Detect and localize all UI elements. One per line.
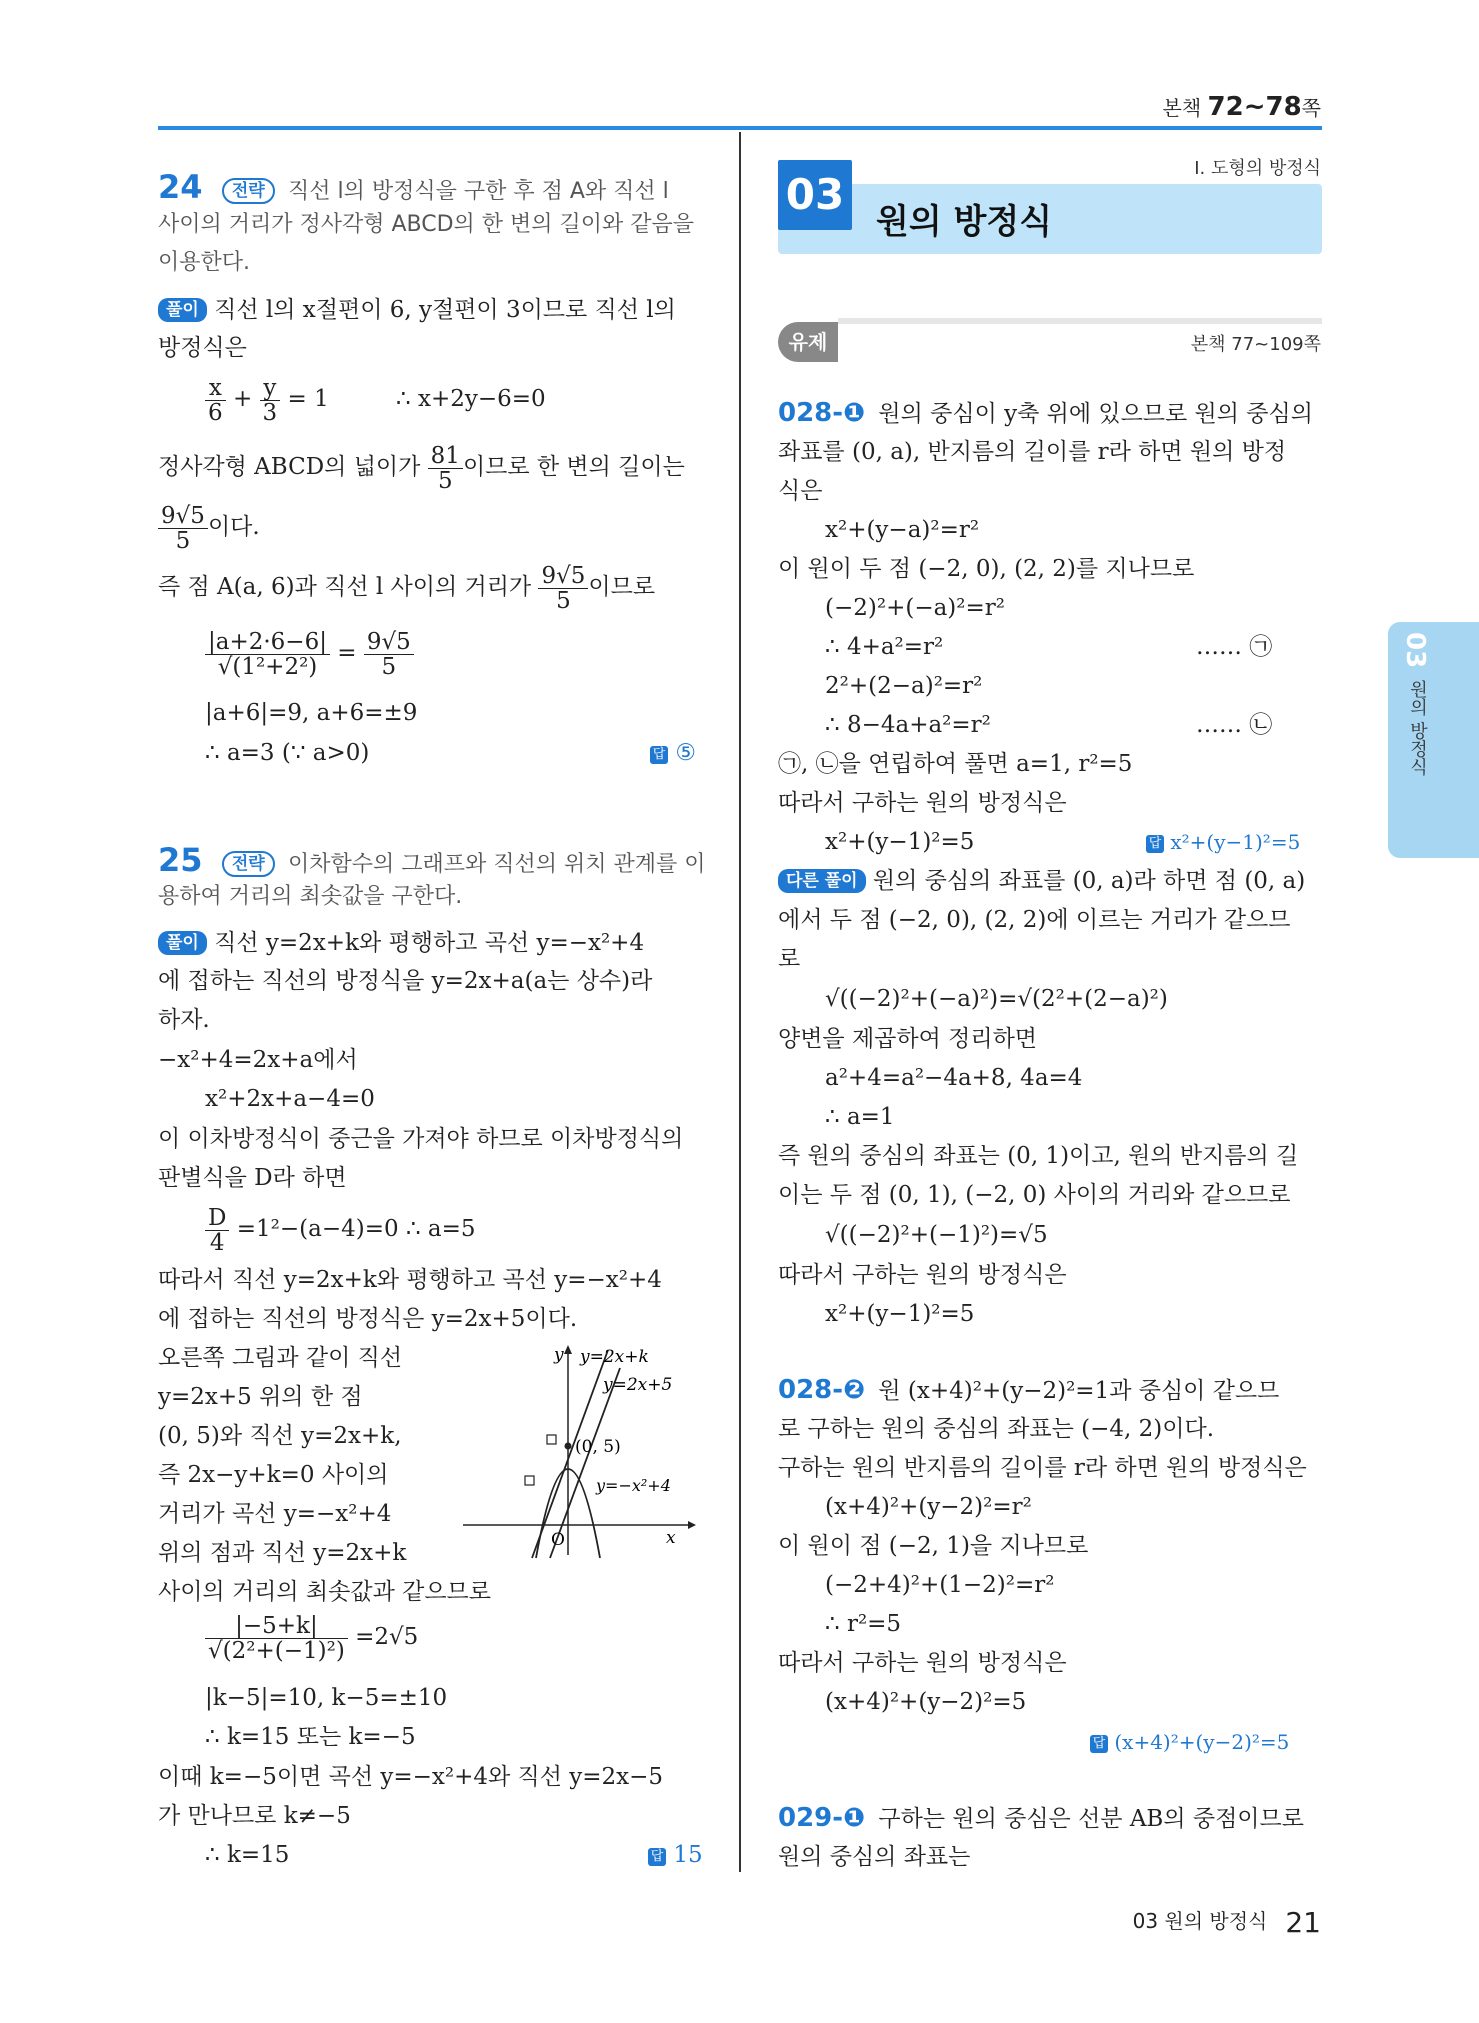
fraction	[364, 630, 414, 679]
q25-strategy-line: 용하여 거리의 최솟값을 구한다.	[158, 884, 463, 909]
frac-den: 4	[209, 1229, 225, 1256]
eq-rhs: = 1	[287, 386, 329, 412]
q25-sol-line: 오른쪽 그림과 같이 직선	[158, 1345, 403, 1371]
p0281-line: x²+(y−1)²=5	[825, 829, 975, 855]
q25-sol-text: =1²−(a−4)=0 ∴ a=5	[229, 1216, 476, 1242]
alt-line: 양변을 제곱하여 정리하면	[778, 1026, 1038, 1052]
answer-icon: 답	[650, 746, 668, 764]
alt-line: 따라서 구하는 원의 방정식은	[778, 1262, 1067, 1288]
frac-num: 9√5	[158, 504, 208, 529]
p0281-line: 식은	[778, 478, 823, 504]
q25-sol-line: y=2x+5 위의 한 점	[158, 1384, 363, 1410]
q24-answer	[650, 738, 696, 768]
y-axis-arrow	[564, 1345, 572, 1354]
p0291-line: 원의 중심의 좌표는	[778, 1844, 971, 1870]
p0282-answer	[1090, 1727, 1289, 1757]
alt-line: √((−2)²+(−1)²)=√5	[825, 1222, 1048, 1248]
fraction	[538, 564, 588, 613]
p0282-line: 따라서 구하는 원의 방정식은	[778, 1650, 1067, 1676]
alt-solution-tag: 다른 풀이	[778, 869, 866, 893]
q25-sol-line: 에 접하는 직선의 방정식은 y=2x+5이다.	[158, 1306, 578, 1332]
answer-icon: 답	[1146, 835, 1164, 853]
q24-sol-line	[158, 562, 655, 613]
alt-text: 원의 중심의 좌표를 (0, a)라 하면 점 (0, a)	[872, 868, 1306, 894]
q25-sol-line: (0, 5)와 직선 y=2x+k,	[158, 1423, 402, 1449]
alt-line: 이는 두 점 (0, 1), (−2, 0) 사이의 거리와 같으므로	[778, 1182, 1291, 1208]
frac-num: y	[260, 376, 281, 401]
alt-line: √((−2)²+(−a)²)=√(2²+(2−a)²)	[825, 986, 1168, 1012]
column-divider	[739, 132, 741, 1872]
alt-line: a²+4=a²−4a+8, 4a=4	[825, 1065, 1083, 1091]
q24-sol-text: 이므로	[588, 574, 656, 600]
q24-sol-text: 정사각형 ABCD의 넓이가	[158, 454, 421, 480]
frac-num: |a+2·6−6|	[205, 630, 330, 655]
q24-sol-text: 이다.	[207, 514, 260, 540]
p0282-heading	[778, 1375, 1279, 1406]
p0281-line: 따라서 구하는 원의 방정식은	[778, 790, 1067, 816]
frac-den: 6	[208, 399, 223, 426]
frac-den: 5	[556, 587, 571, 614]
chapter-subtitle: Ⅰ. 도형의 방정식	[1194, 158, 1321, 179]
frac-den: 3	[262, 399, 278, 426]
p0282-line: 구하는 원의 반지름의 길이를 r라 하면 원의 방정식은	[778, 1455, 1307, 1481]
footer-title: 03 원의 방정식	[1132, 1909, 1268, 1933]
page-ref-suffix: 쪽	[1301, 96, 1321, 120]
frac-num: |−5+k|	[205, 1614, 348, 1639]
q24-sol-text: 즉 점 A(a, 6)과 직선 l 사이의 거리가	[158, 574, 532, 600]
strategy-tag: 전략	[222, 851, 275, 877]
q24-sol-text: 직선 l의 x절편이 6, y절편이 3이므로 직선 l의	[214, 297, 676, 323]
p0281-line: x²+(y−a)²=r²	[825, 517, 980, 543]
alt-line: x²+(y−1)²=5	[825, 1301, 975, 1327]
answer-value: ⑤	[675, 740, 696, 766]
q24-sol-line: ∴ a=3 (∵ a>0)	[205, 740, 370, 766]
q24-sol-line: 방정식은	[158, 335, 247, 361]
p0281-alt-heading	[778, 866, 1305, 896]
q24-distance-eq	[205, 628, 414, 679]
origin-label: O	[551, 1530, 565, 1550]
q25-sol-line: 거리가 곡선 y=−x²+4	[158, 1501, 392, 1527]
q25-sol-line: 위의 점과 직선 y=2x+k	[158, 1540, 407, 1566]
p0282-line: (−2+4)²+(1−2)²=r²	[825, 1572, 1055, 1598]
fraction	[205, 376, 226, 425]
q25-sol-text: 직선 y=2x+k와 평행하고 곡선 y=−x²+4	[214, 930, 645, 956]
q24-strategy-line: 직선 l의 방정식을 구한 후 점 A와 직선 l	[288, 179, 669, 204]
eq-sign: =	[329, 640, 364, 666]
q25-sol-line: 이때 k=−5이면 곡선 y=−x²+4와 직선 y=2x−5	[158, 1764, 664, 1790]
p0282-line: ∴ r²=5	[825, 1611, 902, 1637]
equation-mark: …… ㉡	[1196, 712, 1273, 738]
frac-num: 81	[428, 444, 463, 469]
section-label: 유제	[778, 322, 838, 362]
q25-sol-line: ∴ k=15	[205, 1842, 290, 1868]
p0282-line: 이 원이 점 (−2, 1)을 지나므로	[778, 1533, 1089, 1559]
q25-sol-text: =2√5	[347, 1624, 419, 1650]
p0281-line: (−2)²+(−a)²=r²	[825, 595, 1005, 621]
equation-mark: …… ㉠	[1196, 634, 1273, 660]
q25-sol-line: |k−5|=10, k−5=±10	[205, 1685, 448, 1711]
header-rule	[158, 126, 1322, 130]
frac-den: √(1²+2²)	[217, 653, 318, 680]
p0281-number: 028-❶	[778, 398, 866, 428]
line-k-label: y=2x+k	[580, 1347, 649, 1367]
x-axis-arrow	[688, 1521, 696, 1529]
q24-heading	[158, 168, 669, 207]
p0281-line: ∴ 8−4a+a²=r²	[825, 712, 991, 738]
p0291-heading	[778, 1803, 1304, 1834]
solution-tag: 풀이	[158, 931, 207, 955]
p0281-heading	[778, 398, 1313, 429]
q25-sol-line: −x²+4=2x+a에서	[158, 1047, 358, 1073]
p0282-line: (x+4)²+(y−2)²=r²	[825, 1494, 1032, 1520]
p0282-text: 원 (x+4)²+(y−2)²=1과 중심이 같으므	[878, 1378, 1280, 1404]
strategy-tag: 전략	[222, 178, 275, 204]
point-0-5	[565, 1443, 572, 1450]
eq-result: ∴ x+2y−6=0	[396, 386, 546, 412]
page-footer	[1133, 1905, 1321, 1939]
q24-strategy-line: 이용한다.	[158, 250, 251, 275]
alt-line: 로	[778, 946, 801, 972]
q25-discriminant	[205, 1204, 476, 1255]
x-axis-label: x	[666, 1528, 676, 1548]
frac-num: x	[205, 376, 226, 401]
q25-sol-line: 하자.	[158, 1007, 210, 1033]
fraction	[428, 444, 463, 493]
q24-sol-line: |a+6|=9, a+6=±9	[205, 700, 418, 726]
curve-label: y=−x²+4	[596, 1476, 671, 1495]
q24-strategy-line: 사이의 거리가 정사각형 ABCD의 한 변의 길이와 같음을	[158, 212, 695, 237]
point-label: (0, 5)	[575, 1437, 621, 1457]
frac-den: 5	[381, 653, 397, 680]
section-rule	[838, 318, 1322, 324]
frac-den: 5	[175, 527, 191, 554]
q25-strategy-line: 이차함수의 그래프와 직선의 위치 관계를 이	[288, 852, 706, 877]
q25-sol-line: ∴ k=15 또는 k=−5	[205, 1724, 416, 1750]
q25-answer	[648, 1840, 703, 1870]
page-number: 21	[1285, 1906, 1321, 1939]
q25-graph	[458, 1340, 718, 1560]
q24-sol-line	[158, 442, 685, 493]
alt-line: 즉 원의 중심의 좌표는 (0, 1)이고, 원의 반지름의 길	[778, 1143, 1299, 1169]
q25-sol-line: 따라서 직선 y=2x+k와 평행하고 곡선 y=−x²+4	[158, 1267, 662, 1293]
p0281-line: 이 원이 두 점 (−2, 0), (2, 2)를 지나므로	[778, 556, 1195, 582]
answer-value: (x+4)²+(y−2)²=5	[1114, 1730, 1290, 1754]
p0291-number: 029-❶	[778, 1803, 866, 1833]
p0282-line: 로 구하는 원의 중심의 좌표는 (−4, 2)이다.	[778, 1416, 1215, 1442]
answer-icon: 답	[648, 1848, 666, 1866]
p0281-line: 좌표를 (0, a), 반지름의 길이를 r라 하면 원의 방정	[778, 439, 1287, 465]
p0281-answer	[1146, 827, 1300, 857]
p0281-text: 원의 중심이 y축 위에 있으므로 원의 중심의	[878, 401, 1313, 427]
side-tab-number: 03	[1400, 632, 1430, 669]
side-tab-text: 원의 방정식	[1407, 680, 1428, 776]
section-reference: 본책 77~109쪽	[1190, 334, 1321, 355]
fraction	[205, 1206, 229, 1255]
q24-sol-line	[158, 295, 676, 325]
p0282-number: 028-❷	[778, 1375, 866, 1405]
alt-line: 에서 두 점 (−2, 0), (2, 2)에 이르는 거리가 같으므	[778, 907, 1291, 933]
frac-den: 5	[437, 467, 453, 494]
p0281-line: ∴ 4+a²=r²	[825, 634, 944, 660]
q25-distance-eq	[205, 1612, 418, 1663]
q24-sol-text: 이므로 한 변의 길이는	[462, 454, 685, 480]
chapter-title: 원의 방정식	[876, 202, 1053, 242]
q24-equation: $\frac{x}{6}$ + $\frac{y}{3}$ = 1 ∴ x+2y−6=0	[205, 374, 546, 425]
q25-sol-line: 가 만나므로 k≠−5	[158, 1803, 351, 1829]
frac-num: D	[205, 1206, 229, 1231]
q25-sol-line: 즉 2x−y+k=0 사이의	[158, 1462, 389, 1488]
q24-sol-line	[158, 502, 260, 553]
answer-icon: 답	[1090, 1735, 1108, 1753]
fraction	[205, 1614, 348, 1663]
q25-heading	[158, 841, 706, 880]
p0281-line: ㉠, ㉡을 연립하여 풀면 a=1, r²=5	[778, 751, 1133, 777]
p0291-text: 구하는 원의 중심은 선분 AB의 중점이므로	[878, 1806, 1304, 1832]
fraction	[158, 504, 208, 553]
q25-number: 25	[158, 841, 203, 879]
answer-value: x²+(y−1)²=5	[1170, 830, 1301, 854]
page-ref-prefix: 본책	[1162, 96, 1208, 120]
right-angle-mark	[547, 1435, 556, 1444]
q25-sol-line: 이 이차방정식이 중근을 가져야 하므로 이차방정식의	[158, 1126, 684, 1152]
page-ref-range: 72~78	[1207, 92, 1302, 122]
y-axis-label: y	[554, 1345, 564, 1365]
q25-sol-line: x²+2x+a−4=0	[205, 1086, 375, 1112]
answer-value: 15	[673, 1842, 703, 1868]
p0281-line: 2²+(2−a)²=r²	[825, 673, 983, 699]
fraction	[205, 630, 330, 679]
frac-num: 9√5	[364, 630, 414, 655]
fraction	[260, 376, 281, 425]
solution-tag: 풀이	[158, 298, 207, 322]
q25-sol-line: 에 접하는 직선의 방정식을 y=2x+a(a는 상수)라	[158, 968, 653, 994]
q25-sol-line: 판별식을 D라 하면	[158, 1165, 347, 1191]
frac-den: √(2²+(−1)²)	[208, 1637, 345, 1664]
q24-number: 24	[158, 168, 203, 206]
q25-sol-line: 사이의 거리의 최솟값과 같으므로	[158, 1579, 491, 1605]
alt-line: ∴ a=1	[825, 1104, 895, 1130]
line-5-label: y=2x+5	[603, 1375, 673, 1395]
page-reference	[1163, 92, 1321, 122]
p0282-line: (x+4)²+(y−2)²=5	[825, 1689, 1027, 1715]
right-angle-mark	[525, 1476, 534, 1485]
frac-num: 9√5	[538, 564, 588, 589]
chapter-number: 03	[778, 160, 852, 230]
q25-sol-line	[158, 928, 644, 958]
